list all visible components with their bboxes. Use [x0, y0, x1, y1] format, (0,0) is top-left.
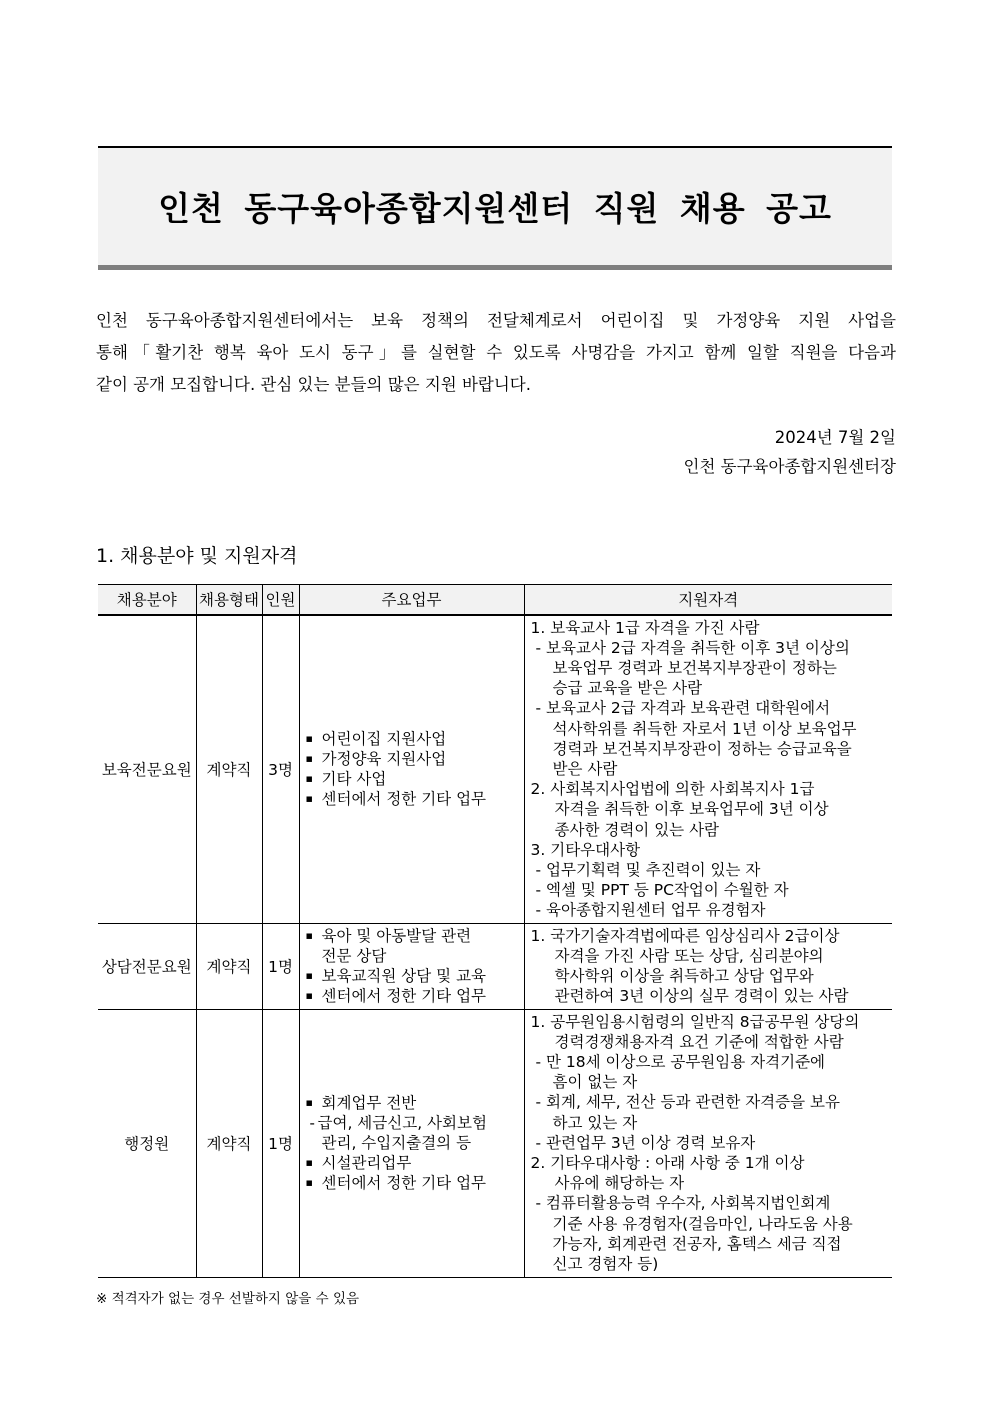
- duty-text: 급여, 세금신고, 사회보험: [317, 1114, 487, 1133]
- table-row: [98, 1009, 892, 1277]
- square-bullet-icon: ▪: [305, 1096, 313, 1110]
- square-bullet-icon: ▪: [305, 752, 313, 766]
- cell-field: 행정원: [98, 1009, 196, 1277]
- duty-item: [306, 946, 518, 966]
- announcement-date: 2024년 7월 2일: [774, 428, 896, 447]
- cell-count: 3명: [262, 615, 299, 924]
- duty-item: [306, 1093, 518, 1113]
- duty-item: [306, 966, 518, 986]
- header-duties: 주요업무: [299, 585, 524, 615]
- qualification-line: - 만 18세 이상으로 공무원임용 자격기준에: [535, 1052, 826, 1071]
- duty-item: [306, 1153, 518, 1173]
- recruitment-table: [98, 584, 892, 1278]
- duty-item: [306, 926, 518, 946]
- duty-item: [306, 986, 518, 1006]
- qualification-line: 신고 경험자 등): [552, 1254, 659, 1273]
- qualification-line: - 컴퓨터활용능력 우수자, 사회복지법인회계: [535, 1194, 831, 1213]
- qualification-line: - 관련업무 3년 이상 경력 보유자: [535, 1133, 756, 1152]
- qualification-line: 학사학위 이상을 취득하고 상담 업무와: [554, 966, 814, 985]
- table-row: [98, 923, 892, 1009]
- intro-line: 같이 공개 모집합니다. 관심 있는 분들의 많은 지원 바랍니다.: [96, 375, 531, 394]
- header-count: 인원: [262, 585, 299, 615]
- table-row: [98, 615, 892, 924]
- qualification-line: - 엑셀 및 PPT 등 PC작업이 수월한 자: [535, 881, 789, 900]
- duty-text: 기타 사업: [321, 770, 387, 789]
- table-header-row: [98, 585, 892, 615]
- duty-text: 관리, 수입지출결의 등: [321, 1134, 472, 1153]
- intro-line: 통해「활기찬 행복 육아 도시 동구」를 실현할 수 있도록 사명감을 가지고 함께 일할 직원을 다음과: [96, 343, 896, 362]
- duty-item: [306, 789, 518, 809]
- square-bullet-icon: ▪: [305, 1176, 313, 1190]
- qualification-line: 자격을 취득한 이후 보육업무에 3년 이상: [554, 800, 829, 819]
- duty-text: 보육교직원 상담 및 교육: [321, 967, 487, 986]
- duty-item: [306, 729, 518, 749]
- intro-paragraph: [96, 305, 896, 401]
- footnote: ※ 적격자가 없는 경우 선발하지 않을 수 있음: [96, 1291, 360, 1307]
- cell-duties: [299, 923, 524, 1009]
- duty-item: [306, 1173, 518, 1193]
- duty-text: 회계업무 전반: [321, 1094, 417, 1113]
- qualification-line: 자격을 가진 사람 또는 상담, 심리분야의: [554, 946, 824, 965]
- square-bullet-icon: ▪: [305, 989, 313, 1003]
- section-title: 1. 채용분야 및 지원자격: [96, 545, 298, 567]
- duty-text: 센터에서 정한 기타 업무: [321, 790, 487, 809]
- cell-qualifications: [524, 615, 892, 924]
- duty-text: 센터에서 정한 기타 업무: [321, 987, 487, 1006]
- qualification-line: 가능자, 회계관련 전공자, 홈텍스 세금 직접: [552, 1234, 842, 1253]
- square-bullet-icon: ▪: [305, 772, 313, 786]
- qualification-line: 3. 기타우대사항: [530, 840, 641, 859]
- duty-text: 센터에서 정한 기타 업무: [321, 1174, 487, 1193]
- qualification-line: - 업무기획력 및 추진력이 있는 자: [535, 860, 761, 879]
- intro-line: 인천 동구육아종합지원센터에서는 보육 정책의 전달체계로서 어린이집 및 가정양육 지원 사업을: [96, 311, 896, 330]
- qualification-line: - 회계, 세무, 전산 등과 관련한 자격증을 보유: [535, 1093, 840, 1112]
- qualification-line: - 보육교사 2급 자격을 취득한 이후 3년 이상의: [535, 638, 850, 657]
- square-bullet-icon: ▪: [305, 929, 313, 943]
- qualification-line: 석사학위를 취득한 자로서 1년 이상 보육업무: [552, 719, 857, 738]
- cell-field: 보육전문요원: [98, 615, 196, 924]
- duty-text: 시설관리업무: [321, 1154, 412, 1173]
- qualification-line: 받은 사람: [552, 759, 618, 778]
- cell-type: 계약직: [196, 923, 262, 1009]
- dash-icon: -: [309, 1114, 315, 1133]
- signer: 인천 동구육아종합지원센터장: [683, 457, 896, 476]
- square-bullet-icon: ▪: [305, 732, 313, 746]
- duty-text: 어린이집 지원사업: [321, 730, 447, 749]
- qualification-line: 1. 보육교사 1급 자격을 가진 사람: [530, 618, 760, 637]
- qualification-line: 하고 있는 자: [552, 1113, 638, 1132]
- qualification-line: 사유에 해당하는 자: [554, 1174, 685, 1193]
- qualification-line: 1. 공무원임용시험령의 일반직 8급공무원 상당의: [530, 1012, 860, 1031]
- qualification-line: - 보육교사 2급 자격과 보육관련 대학원에서: [535, 699, 831, 718]
- duty-text: 육아 및 아동발달 관련: [321, 927, 472, 946]
- cell-duties: [299, 615, 524, 924]
- duty-item: [306, 1133, 518, 1153]
- qualification-line: 경력과 보건복지부장관이 정하는 승급교육을: [552, 739, 852, 758]
- header-field: 채용분야: [98, 585, 196, 615]
- cell-count: 1명: [262, 923, 299, 1009]
- qualification-line: 경력경쟁채용자격 요건 기준에 적합한 사람: [554, 1032, 844, 1051]
- page-title: 인천 동구육아종합지원센터 직원 채용 공고: [158, 189, 832, 228]
- cell-type: 계약직: [196, 1009, 262, 1277]
- header-qualifications: 지원자격: [524, 585, 892, 615]
- qualification-line: 보육업무 경력과 보건복지부장관이 정하는: [552, 658, 837, 677]
- qualification-line: - 육아종합지원센터 업무 유경험자: [535, 901, 766, 920]
- square-bullet-icon: ▪: [305, 969, 313, 983]
- duty-text: 가정양육 지원사업: [321, 750, 447, 769]
- duty-item: [306, 1113, 518, 1133]
- title-banner: [98, 146, 892, 270]
- qualification-line: 기준 사용 유경험자(걸음마인, 나라도움 사용: [552, 1214, 853, 1233]
- duty-text: 전문 상담: [321, 947, 387, 966]
- qualification-line: 2. 기타우대사항 : 아래 사항 중 1개 이상: [530, 1153, 805, 1172]
- cell-duties: [299, 1009, 524, 1277]
- square-bullet-icon: ▪: [305, 792, 313, 806]
- square-bullet-icon: ▪: [305, 1156, 313, 1170]
- qualification-line: 2. 사회복지사업법에 의한 사회복지사 1급: [530, 780, 815, 799]
- cell-type: 계약직: [196, 615, 262, 924]
- qualification-line: 1. 국가기술자격법에따른 임상심리사 2급이상: [530, 926, 840, 945]
- duty-item: [306, 749, 518, 769]
- cell-field: 상담전문요원: [98, 923, 196, 1009]
- qualification-line: 승급 교육을 받은 사람: [552, 679, 703, 698]
- cell-qualifications: [524, 923, 892, 1009]
- cell-qualifications: [524, 1009, 892, 1277]
- qualification-line: 관련하여 3년 이상의 실무 경력이 있는 사람: [554, 987, 849, 1006]
- qualification-line: 흠이 없는 자: [552, 1073, 638, 1092]
- header-type: 채용형태: [196, 585, 262, 615]
- qualification-line: 종사한 경력이 있는 사람: [554, 820, 720, 839]
- duty-item: [306, 769, 518, 789]
- cell-count: 1명: [262, 1009, 299, 1277]
